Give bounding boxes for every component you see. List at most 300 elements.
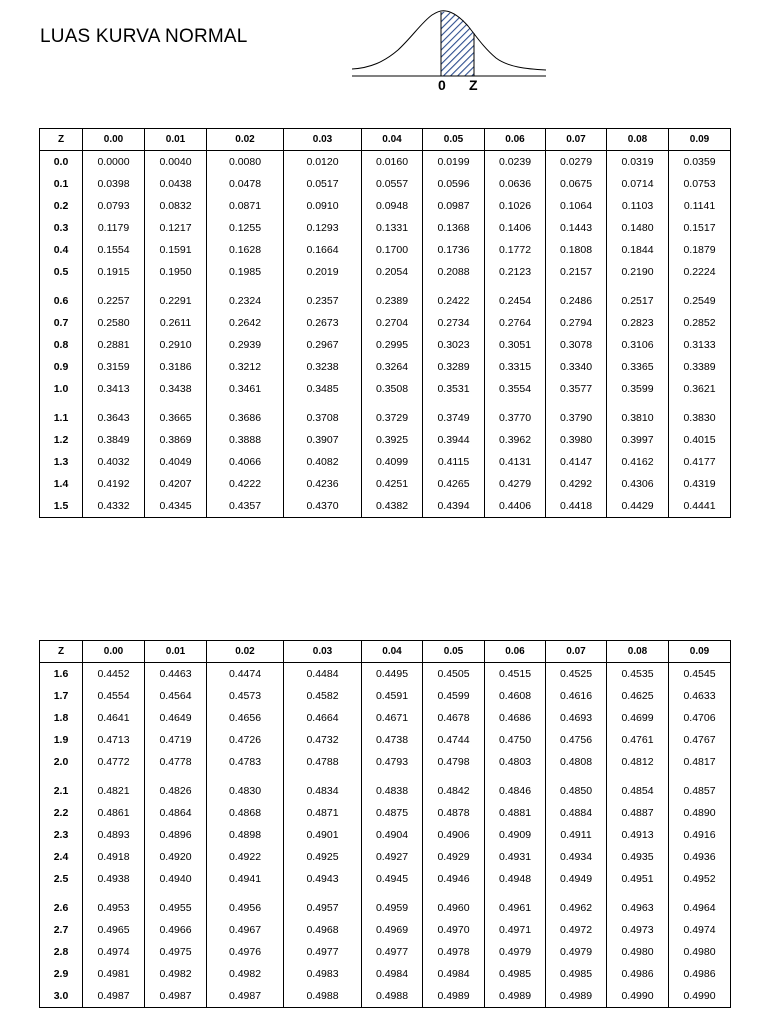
z-value-cell: 1.1: [40, 400, 83, 429]
area-value-cell: 0.4265: [423, 473, 485, 495]
area-value-cell: 0.2517: [607, 283, 669, 312]
area-value-cell: 0.2257: [83, 283, 145, 312]
area-value-cell: 0.4861: [83, 802, 145, 824]
area-value-cell: 0.2764: [485, 312, 546, 334]
header-row: [40, 641, 731, 663]
z-value-cell: 0.6: [40, 283, 83, 312]
area-value-cell: 0.1736: [423, 239, 485, 261]
area-value-cell: 0.2019: [284, 261, 362, 283]
area-value-cell: 0.4890: [669, 802, 731, 824]
area-value-cell: 0.4545: [669, 663, 731, 686]
area-value-cell: 0.4429: [607, 495, 669, 518]
area-value-cell: 0.4977: [284, 941, 362, 963]
area-value-cell: 0.1103: [607, 195, 669, 217]
area-value-cell: 0.2190: [607, 261, 669, 283]
area-value-cell: 0.4649: [145, 707, 207, 729]
table-row: [40, 495, 731, 518]
z-value-cell: 1.9: [40, 729, 83, 751]
area-value-cell: 0.4726: [207, 729, 284, 751]
area-value-cell: 0.4693: [546, 707, 607, 729]
area-value-cell: 0.4922: [207, 846, 284, 868]
area-value-cell: 0.4535: [607, 663, 669, 686]
area-value-cell: 0.4920: [145, 846, 207, 868]
area-value-cell: 0.1255: [207, 217, 284, 239]
area-value-cell: 0.4778: [145, 751, 207, 773]
area-value-cell: 0.4987: [83, 985, 145, 1008]
table-row: [40, 890, 731, 919]
area-value-cell: 0.1406: [485, 217, 546, 239]
area-value-cell: 0.1915: [83, 261, 145, 283]
area-value-cell: 0.4987: [145, 985, 207, 1008]
area-value-cell: 0.4980: [607, 941, 669, 963]
area-value-cell: 0.1368: [423, 217, 485, 239]
table-row: [40, 312, 731, 334]
table-row: [40, 451, 731, 473]
area-value-cell: 0.0319: [607, 151, 669, 174]
area-value-cell: 0.1179: [83, 217, 145, 239]
area-value-cell: 0.4893: [83, 824, 145, 846]
area-value-cell: 0.3790: [546, 400, 607, 429]
area-value-cell: 0.0359: [669, 151, 731, 174]
area-value-cell: 0.2881: [83, 334, 145, 356]
area-value-cell: 0.4515: [485, 663, 546, 686]
column-header: 0.04: [362, 129, 423, 151]
area-value-cell: 0.3340: [546, 356, 607, 378]
area-value-cell: 0.0557: [362, 173, 423, 195]
area-value-cell: 0.4972: [546, 919, 607, 941]
area-value-cell: 0.2324: [207, 283, 284, 312]
area-value-cell: 0.4854: [607, 773, 669, 802]
table-row: [40, 261, 731, 283]
area-value-cell: 0.4989: [546, 985, 607, 1008]
area-value-cell: 0.4812: [607, 751, 669, 773]
area-value-cell: 0.3599: [607, 378, 669, 400]
z-value-cell: 0.5: [40, 261, 83, 283]
area-value-cell: 0.4901: [284, 824, 362, 846]
column-header: 0.09: [669, 641, 731, 663]
area-value-cell: 0.1517: [669, 217, 731, 239]
z-value-cell: 1.3: [40, 451, 83, 473]
area-value-cell: 0.4911: [546, 824, 607, 846]
area-value-cell: 0.4936: [669, 846, 731, 868]
z-value-cell: 2.3: [40, 824, 83, 846]
z-value-cell: 0.1: [40, 173, 83, 195]
area-value-cell: 0.0040: [145, 151, 207, 174]
area-value-cell: 0.2939: [207, 334, 284, 356]
column-header: 0.02: [207, 129, 284, 151]
area-value-cell: 0.4985: [485, 963, 546, 985]
area-value-cell: 0.2389: [362, 283, 423, 312]
area-value-cell: 0.4236: [284, 473, 362, 495]
area-value-cell: 0.2422: [423, 283, 485, 312]
area-value-cell: 0.3508: [362, 378, 423, 400]
area-value-cell: 0.4850: [546, 773, 607, 802]
area-value-cell: 0.4756: [546, 729, 607, 751]
area-value-cell: 0.2852: [669, 312, 731, 334]
area-value-cell: 0.4783: [207, 751, 284, 773]
area-value-cell: 0.3315: [485, 356, 546, 378]
z-value-cell: 1.4: [40, 473, 83, 495]
area-value-cell: 0.3925: [362, 429, 423, 451]
area-value-cell: 0.4744: [423, 729, 485, 751]
z-value-cell: 0.8: [40, 334, 83, 356]
area-value-cell: 0.3962: [485, 429, 546, 451]
label-zero: 0: [438, 77, 446, 93]
area-value-cell: 0.4982: [145, 963, 207, 985]
area-value-cell: 0.4207: [145, 473, 207, 495]
area-value-cell: 0.4573: [207, 685, 284, 707]
z-value-cell: 2.6: [40, 890, 83, 919]
area-value-cell: 0.4986: [669, 963, 731, 985]
area-value-cell: 0.4292: [546, 473, 607, 495]
table-row: [40, 378, 731, 400]
area-value-cell: 0.3485: [284, 378, 362, 400]
area-value-cell: 0.4967: [207, 919, 284, 941]
area-value-cell: 0.3438: [145, 378, 207, 400]
area-value-cell: 0.4830: [207, 773, 284, 802]
column-header: 0.02: [207, 641, 284, 663]
area-value-cell: 0.4066: [207, 451, 284, 473]
column-header: 0.07: [546, 129, 607, 151]
area-value-cell: 0.4969: [362, 919, 423, 941]
z-value-cell: 1.5: [40, 495, 83, 518]
area-value-cell: 0.4956: [207, 890, 284, 919]
area-value-cell: 0.4505: [423, 663, 485, 686]
area-value-cell: 0.3365: [607, 356, 669, 378]
area-value-cell: 0.4990: [607, 985, 669, 1008]
column-header: 0.07: [546, 641, 607, 663]
area-value-cell: 0.4982: [207, 963, 284, 985]
area-value-cell: 0.4406: [485, 495, 546, 518]
area-value-cell: 0.0753: [669, 173, 731, 195]
area-value-cell: 0.4495: [362, 663, 423, 686]
z-value-cell: 2.5: [40, 868, 83, 890]
column-header: 0.06: [485, 129, 546, 151]
table-row: [40, 963, 731, 985]
table-row: [40, 751, 731, 773]
area-value-cell: 0.3413: [83, 378, 145, 400]
area-value-cell: 0.4357: [207, 495, 284, 518]
z-value-cell: 1.7: [40, 685, 83, 707]
area-value-cell: 0.4826: [145, 773, 207, 802]
area-value-cell: 0.2995: [362, 334, 423, 356]
area-value-cell: 0.4319: [669, 473, 731, 495]
table-row: [40, 400, 731, 429]
area-value-cell: 0.1700: [362, 239, 423, 261]
area-value-cell: 0.4699: [607, 707, 669, 729]
area-value-cell: 0.4990: [669, 985, 731, 1008]
area-value-cell: 0.0871: [207, 195, 284, 217]
area-value-cell: 0.1985: [207, 261, 284, 283]
area-value-cell: 0.3238: [284, 356, 362, 378]
area-value-cell: 0.4966: [145, 919, 207, 941]
area-value-cell: 0.0160: [362, 151, 423, 174]
column-header: 0.08: [607, 641, 669, 663]
area-value-cell: 0.4938: [83, 868, 145, 890]
area-value-cell: 0.3770: [485, 400, 546, 429]
area-value-cell: 0.0398: [83, 173, 145, 195]
area-value-cell: 0.4953: [83, 890, 145, 919]
area-value-cell: 0.4968: [284, 919, 362, 941]
area-value-cell: 0.1217: [145, 217, 207, 239]
area-value-cell: 0.4988: [362, 985, 423, 1008]
z-value-cell: 0.3: [40, 217, 83, 239]
area-value-cell: 0.4945: [362, 868, 423, 890]
area-value-cell: 0.0199: [423, 151, 485, 174]
table-row: [40, 195, 731, 217]
z-value-cell: 2.2: [40, 802, 83, 824]
area-value-cell: 0.2704: [362, 312, 423, 334]
area-value-cell: 0.0279: [546, 151, 607, 174]
area-value-cell: 0.4975: [145, 941, 207, 963]
area-value-cell: 0.4463: [145, 663, 207, 686]
table-row: [40, 824, 731, 846]
table-row: [40, 707, 731, 729]
column-header-z: Z: [40, 641, 83, 663]
area-value-cell: 0.4641: [83, 707, 145, 729]
area-value-cell: 0.4864: [145, 802, 207, 824]
area-value-cell: 0.4793: [362, 751, 423, 773]
area-value-cell: 0.4898: [207, 824, 284, 846]
area-value-cell: 0.3749: [423, 400, 485, 429]
area-value-cell: 0.4948: [485, 868, 546, 890]
area-value-cell: 0.4767: [669, 729, 731, 751]
area-value-cell: 0.4986: [607, 963, 669, 985]
area-value-cell: 0.0714: [607, 173, 669, 195]
area-value-cell: 0.1879: [669, 239, 731, 261]
column-header: 0.05: [423, 129, 485, 151]
area-value-cell: 0.4964: [669, 890, 731, 919]
area-value-cell: 0.3531: [423, 378, 485, 400]
area-value-cell: 0.0239: [485, 151, 546, 174]
area-value-cell: 0.4962: [546, 890, 607, 919]
normal-curve-diagram: [350, 6, 550, 96]
area-value-cell: 0.3051: [485, 334, 546, 356]
table-row: [40, 729, 731, 751]
area-value-cell: 0.4664: [284, 707, 362, 729]
area-value-cell: 0.1443: [546, 217, 607, 239]
area-value-cell: 0.2054: [362, 261, 423, 283]
area-value-cell: 0.4761: [607, 729, 669, 751]
area-value-cell: 0.4564: [145, 685, 207, 707]
area-value-cell: 0.2734: [423, 312, 485, 334]
area-value-cell: 0.3106: [607, 334, 669, 356]
area-value-cell: 0.3980: [546, 429, 607, 451]
area-value-cell: 0.4474: [207, 663, 284, 686]
column-header: 0.00: [83, 129, 145, 151]
area-value-cell: 0.4974: [669, 919, 731, 941]
area-value-cell: 0.3159: [83, 356, 145, 378]
area-value-cell: 0.2088: [423, 261, 485, 283]
area-value-cell: 0.4935: [607, 846, 669, 868]
area-value-cell: 0.2123: [485, 261, 546, 283]
shaded-area: [441, 12, 474, 76]
area-value-cell: 0.2291: [145, 283, 207, 312]
z-value-cell: 1.8: [40, 707, 83, 729]
area-value-cell: 0.3621: [669, 378, 731, 400]
area-value-cell: 0.4582: [284, 685, 362, 707]
area-value-cell: 0.3389: [669, 356, 731, 378]
area-value-cell: 0.4222: [207, 473, 284, 495]
area-value-cell: 0.4941: [207, 868, 284, 890]
column-header-z: Z: [40, 129, 83, 151]
area-value-cell: 0.3577: [546, 378, 607, 400]
area-value-cell: 0.4878: [423, 802, 485, 824]
area-value-cell: 0.2673: [284, 312, 362, 334]
area-value-cell: 0.2549: [669, 283, 731, 312]
area-value-cell: 0.4834: [284, 773, 362, 802]
area-value-cell: 0.4279: [485, 473, 546, 495]
area-value-cell: 0.4678: [423, 707, 485, 729]
area-value-cell: 0.1331: [362, 217, 423, 239]
area-value-cell: 0.4817: [669, 751, 731, 773]
table-row: [40, 217, 731, 239]
label-z: Z: [469, 77, 478, 93]
header-row: [40, 129, 731, 151]
area-value-cell: 0.0120: [284, 151, 362, 174]
area-value-cell: 0.0910: [284, 195, 362, 217]
area-value-cell: 0.4032: [83, 451, 145, 473]
column-header: 0.08: [607, 129, 669, 151]
area-value-cell: 0.4625: [607, 685, 669, 707]
area-value-cell: 0.3023: [423, 334, 485, 356]
area-value-cell: 0.4099: [362, 451, 423, 473]
area-value-cell: 0.2967: [284, 334, 362, 356]
area-value-cell: 0.4808: [546, 751, 607, 773]
area-value-cell: 0.4857: [669, 773, 731, 802]
table-row: [40, 846, 731, 868]
area-value-cell: 0.4788: [284, 751, 362, 773]
area-value-cell: 0.3907: [284, 429, 362, 451]
table-row: [40, 685, 731, 707]
area-value-cell: 0.2611: [145, 312, 207, 334]
area-value-cell: 0.3133: [669, 334, 731, 356]
area-value-cell: 0.4418: [546, 495, 607, 518]
area-value-cell: 0.3665: [145, 400, 207, 429]
area-value-cell: 0.2454: [485, 283, 546, 312]
area-value-cell: 0.0080: [207, 151, 284, 174]
area-value-cell: 0.4332: [83, 495, 145, 518]
area-value-cell: 0.3554: [485, 378, 546, 400]
table-row: [40, 773, 731, 802]
table-row: [40, 802, 731, 824]
area-value-cell: 0.2642: [207, 312, 284, 334]
area-value-cell: 0.4525: [546, 663, 607, 686]
table-row: [40, 429, 731, 451]
z-table-part-1: [39, 128, 731, 518]
area-value-cell: 0.4963: [607, 890, 669, 919]
area-value-cell: 0.4394: [423, 495, 485, 518]
area-value-cell: 0.4978: [423, 941, 485, 963]
area-value-cell: 0.4750: [485, 729, 546, 751]
area-value-cell: 0.0596: [423, 173, 485, 195]
area-value-cell: 0.3944: [423, 429, 485, 451]
area-value-cell: 0.4131: [485, 451, 546, 473]
area-value-cell: 0.3461: [207, 378, 284, 400]
area-value-cell: 0.0517: [284, 173, 362, 195]
area-value-cell: 0.4306: [607, 473, 669, 495]
area-value-cell: 0.4441: [669, 495, 731, 518]
column-header: 0.06: [485, 641, 546, 663]
z-value-cell: 2.4: [40, 846, 83, 868]
area-value-cell: 0.2823: [607, 312, 669, 334]
area-value-cell: 0.4738: [362, 729, 423, 751]
area-value-cell: 0.0793: [83, 195, 145, 217]
table-row: [40, 919, 731, 941]
area-value-cell: 0.3643: [83, 400, 145, 429]
area-value-cell: 0.4803: [485, 751, 546, 773]
area-value-cell: 0.4842: [423, 773, 485, 802]
area-value-cell: 0.4345: [145, 495, 207, 518]
area-value-cell: 0.4959: [362, 890, 423, 919]
column-header: 0.03: [284, 129, 362, 151]
table-row: [40, 663, 731, 686]
area-value-cell: 0.3289: [423, 356, 485, 378]
area-value-cell: 0.4955: [145, 890, 207, 919]
z-value-cell: 1.0: [40, 378, 83, 400]
area-value-cell: 0.4591: [362, 685, 423, 707]
area-value-cell: 0.4599: [423, 685, 485, 707]
area-value-cell: 0.4904: [362, 824, 423, 846]
area-value-cell: 0.4943: [284, 868, 362, 890]
area-value-cell: 0.4916: [669, 824, 731, 846]
area-value-cell: 0.0832: [145, 195, 207, 217]
area-value-cell: 0.4846: [485, 773, 546, 802]
area-value-cell: 0.1628: [207, 239, 284, 261]
area-value-cell: 0.4147: [546, 451, 607, 473]
area-value-cell: 0.4887: [607, 802, 669, 824]
area-value-cell: 0.4772: [83, 751, 145, 773]
area-value-cell: 0.4979: [546, 941, 607, 963]
area-value-cell: 0.4951: [607, 868, 669, 890]
area-value-cell: 0.4177: [669, 451, 731, 473]
area-value-cell: 0.4979: [485, 941, 546, 963]
area-value-cell: 0.4616: [546, 685, 607, 707]
area-value-cell: 0.4984: [423, 963, 485, 985]
area-value-cell: 0.0987: [423, 195, 485, 217]
area-value-cell: 0.2794: [546, 312, 607, 334]
area-value-cell: 0.2910: [145, 334, 207, 356]
area-value-cell: 0.4985: [546, 963, 607, 985]
area-value-cell: 0.4821: [83, 773, 145, 802]
area-value-cell: 0.3849: [83, 429, 145, 451]
area-value-cell: 0.4983: [284, 963, 362, 985]
area-value-cell: 0.4015: [669, 429, 731, 451]
area-value-cell: 0.4971: [485, 919, 546, 941]
area-value-cell: 0.3888: [207, 429, 284, 451]
area-value-cell: 0.1664: [284, 239, 362, 261]
column-header: 0.01: [145, 641, 207, 663]
area-value-cell: 0.0948: [362, 195, 423, 217]
z-table-part-2: [39, 640, 731, 1008]
area-value-cell: 0.0636: [485, 173, 546, 195]
area-value-cell: 0.4981: [83, 963, 145, 985]
z-value-cell: 2.8: [40, 941, 83, 963]
area-value-cell: 0.1141: [669, 195, 731, 217]
z-value-cell: 0.7: [40, 312, 83, 334]
area-value-cell: 0.4484: [284, 663, 362, 686]
column-header: 0.01: [145, 129, 207, 151]
area-value-cell: 0.4989: [485, 985, 546, 1008]
table-row: [40, 941, 731, 963]
area-value-cell: 0.3997: [607, 429, 669, 451]
area-value-cell: 0.2357: [284, 283, 362, 312]
area-value-cell: 0.4946: [423, 868, 485, 890]
area-value-cell: 0.4931: [485, 846, 546, 868]
area-value-cell: 0.4115: [423, 451, 485, 473]
area-value-cell: 0.4686: [485, 707, 546, 729]
table-row: [40, 173, 731, 195]
